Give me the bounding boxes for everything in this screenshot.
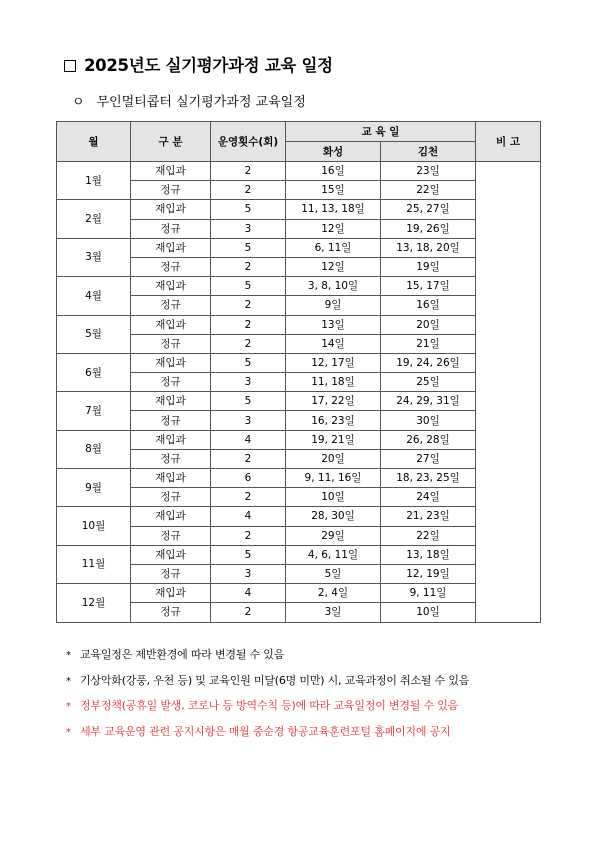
month-cell: 9월 <box>57 469 131 507</box>
asterisk-icon: * <box>66 726 71 738</box>
note-text: 기상악화(강풍, 우천 등) 및 교육인원 미달(6명 미만) 시, 교육과정이 취소될 수 있음 <box>80 673 470 687</box>
loc2-cell: 16일 <box>381 296 476 315</box>
count-cell: 2 <box>211 603 286 622</box>
loc1-cell: 12일 <box>286 257 381 276</box>
count-cell: 2 <box>211 162 286 181</box>
loc2-cell: 15, 17일 <box>381 277 476 296</box>
count-cell: 2 <box>211 315 286 334</box>
loc1-cell: 20일 <box>286 449 381 468</box>
note-text: 세부 교육운영 관련 공지시항은 매월 중순경 항공교육훈련포털 홈페이지에 공지 <box>80 724 451 738</box>
table-row <box>57 430 541 449</box>
count-cell: 4 <box>211 584 286 603</box>
loc1-cell: 3일 <box>286 603 381 622</box>
loc1-cell: 4, 6, 11일 <box>286 545 381 564</box>
note-cell <box>476 162 541 623</box>
loc1-cell: 12, 17일 <box>286 353 381 372</box>
loc1-cell: 12일 <box>286 219 381 238</box>
loc2-cell: 22일 <box>381 526 476 545</box>
category-cell: 재입과 <box>131 353 211 372</box>
header-location-gimcheon: 김천 <box>381 142 476 162</box>
loc2-cell: 18, 23, 25일 <box>381 469 476 488</box>
note-item <box>66 646 469 672</box>
count-cell: 5 <box>211 277 286 296</box>
loc1-cell: 13일 <box>286 315 381 334</box>
category-cell: 재입과 <box>131 392 211 411</box>
loc1-cell: 5일 <box>286 564 381 583</box>
table-row <box>57 200 541 219</box>
loc1-cell: 11, 13, 18일 <box>286 200 381 219</box>
loc2-cell: 27일 <box>381 449 476 468</box>
month-cell: 7월 <box>57 392 131 430</box>
loc2-cell: 30일 <box>381 411 476 430</box>
count-cell: 3 <box>211 219 286 238</box>
loc2-cell: 24일 <box>381 488 476 507</box>
header-count: 운영횟수(회) <box>211 122 286 162</box>
loc2-cell: 25일 <box>381 373 476 392</box>
bullet-icon: ㅇ <box>72 95 85 110</box>
loc1-cell: 11, 18일 <box>286 373 381 392</box>
loc2-cell: 10일 <box>381 603 476 622</box>
month-cell: 5월 <box>57 315 131 353</box>
loc2-cell: 25, 27일 <box>381 200 476 219</box>
note-text: 정부정책(공휴일 발생, 코로나 등 방역수칙 등)에 따라 교육일정이 변경될 수 있음 <box>80 699 459 712</box>
loc1-cell: 3, 8, 10일 <box>286 277 381 296</box>
header-schedule: 교 육 일 <box>286 122 476 142</box>
category-cell: 재입과 <box>131 430 211 449</box>
loc2-cell: 12, 19일 <box>381 564 476 583</box>
checkbox-square-icon <box>64 60 76 72</box>
table-row <box>57 545 541 564</box>
count-cell: 2 <box>211 488 286 507</box>
category-cell: 정규 <box>131 449 211 468</box>
loc2-cell: 24, 29, 31일 <box>381 392 476 411</box>
table-row <box>57 392 541 411</box>
header-note: 비 고 <box>476 122 541 162</box>
category-cell: 정규 <box>131 411 211 430</box>
table-row <box>57 584 541 603</box>
category-cell: 정규 <box>131 296 211 315</box>
count-cell: 2 <box>211 257 286 276</box>
loc2-cell: 13, 18, 20일 <box>381 238 476 257</box>
loc1-cell: 9, 11, 16일 <box>286 469 381 488</box>
category-cell: 정규 <box>131 488 211 507</box>
month-cell: 8월 <box>57 430 131 468</box>
notes-list <box>66 646 469 748</box>
count-cell: 5 <box>211 238 286 257</box>
count-cell: 2 <box>211 181 286 200</box>
loc2-cell: 21, 23일 <box>381 507 476 526</box>
count-cell: 5 <box>211 392 286 411</box>
count-cell: 4 <box>211 507 286 526</box>
loc1-cell: 17, 22일 <box>286 392 381 411</box>
table-row <box>57 277 541 296</box>
count-cell: 5 <box>211 353 286 372</box>
table-row <box>57 238 541 257</box>
page-title <box>64 52 333 76</box>
month-cell: 2월 <box>57 200 131 238</box>
category-cell: 정규 <box>131 181 211 200</box>
header-location-hwaseong: 화성 <box>286 142 381 162</box>
loc2-cell: 13, 18일 <box>381 545 476 564</box>
category-cell: 정규 <box>131 603 211 622</box>
loc1-cell: 16일 <box>286 162 381 181</box>
loc1-cell: 10일 <box>286 488 381 507</box>
loc2-cell: 19일 <box>381 257 476 276</box>
loc1-cell: 28, 30일 <box>286 507 381 526</box>
month-cell: 4월 <box>57 277 131 315</box>
title-text: 2025년도 실기평가과정 교육 일정 <box>84 56 333 75</box>
count-cell: 3 <box>211 564 286 583</box>
table-row <box>57 507 541 526</box>
loc1-cell: 14일 <box>286 334 381 353</box>
schedule-body <box>57 162 541 623</box>
loc1-cell: 19, 21일 <box>286 430 381 449</box>
category-cell: 재입과 <box>131 277 211 296</box>
loc2-cell: 9, 11일 <box>381 584 476 603</box>
header-month: 월 <box>57 122 131 162</box>
loc1-cell: 6, 11일 <box>286 238 381 257</box>
loc2-cell: 19, 26일 <box>381 219 476 238</box>
month-cell: 10월 <box>57 507 131 545</box>
count-cell: 2 <box>211 526 286 545</box>
category-cell: 정규 <box>131 219 211 238</box>
category-cell: 정규 <box>131 257 211 276</box>
category-cell: 재입과 <box>131 200 211 219</box>
note-item <box>66 723 469 749</box>
note-item <box>66 672 469 698</box>
count-cell: 3 <box>211 411 286 430</box>
count-cell: 3 <box>211 373 286 392</box>
loc1-cell: 16, 23일 <box>286 411 381 430</box>
asterisk-icon: * <box>66 650 71 661</box>
loc2-cell: 20일 <box>381 315 476 334</box>
count-cell: 5 <box>211 545 286 564</box>
month-cell: 12월 <box>57 584 131 622</box>
month-cell: 1월 <box>57 162 131 200</box>
count-cell: 2 <box>211 449 286 468</box>
month-cell: 11월 <box>57 545 131 583</box>
count-cell: 2 <box>211 296 286 315</box>
note-text: 교육일정은 제반환경에 따라 변경될 수 있음 <box>80 648 285 661</box>
loc1-cell: 15일 <box>286 181 381 200</box>
loc1-cell: 29일 <box>286 526 381 545</box>
header-category: 구 분 <box>131 122 211 162</box>
loc2-cell: 26, 28일 <box>381 430 476 449</box>
loc2-cell: 22일 <box>381 181 476 200</box>
category-cell: 재입과 <box>131 469 211 488</box>
count-cell: 4 <box>211 430 286 449</box>
table-row <box>57 469 541 488</box>
count-cell: 2 <box>211 334 286 353</box>
category-cell: 정규 <box>131 373 211 392</box>
category-cell: 정규 <box>131 334 211 353</box>
table-row <box>57 353 541 372</box>
note-item <box>66 697 469 723</box>
category-cell: 재입과 <box>131 315 211 334</box>
category-cell: 재입과 <box>131 238 211 257</box>
category-cell: 정규 <box>131 564 211 583</box>
section-subtitle <box>72 91 306 110</box>
loc1-cell: 2, 4일 <box>286 584 381 603</box>
subtitle-text: 무인멀티콥터 실기평가과정 교육일정 <box>96 95 306 110</box>
category-cell: 재입과 <box>131 545 211 564</box>
month-cell: 6월 <box>57 353 131 391</box>
asterisk-icon: * <box>66 675 71 687</box>
table-row <box>57 315 541 334</box>
category-cell: 재입과 <box>131 507 211 526</box>
asterisk-icon: * <box>66 701 71 712</box>
loc2-cell: 23일 <box>381 162 476 181</box>
loc2-cell: 21일 <box>381 334 476 353</box>
table-row <box>57 162 541 181</box>
loc1-cell: 9일 <box>286 296 381 315</box>
category-cell: 재입과 <box>131 584 211 603</box>
category-cell: 재입과 <box>131 162 211 181</box>
schedule-table <box>56 121 541 623</box>
month-cell: 3월 <box>57 238 131 276</box>
category-cell: 정규 <box>131 526 211 545</box>
count-cell: 6 <box>211 469 286 488</box>
loc2-cell: 19, 24, 26일 <box>381 353 476 372</box>
count-cell: 5 <box>211 200 286 219</box>
